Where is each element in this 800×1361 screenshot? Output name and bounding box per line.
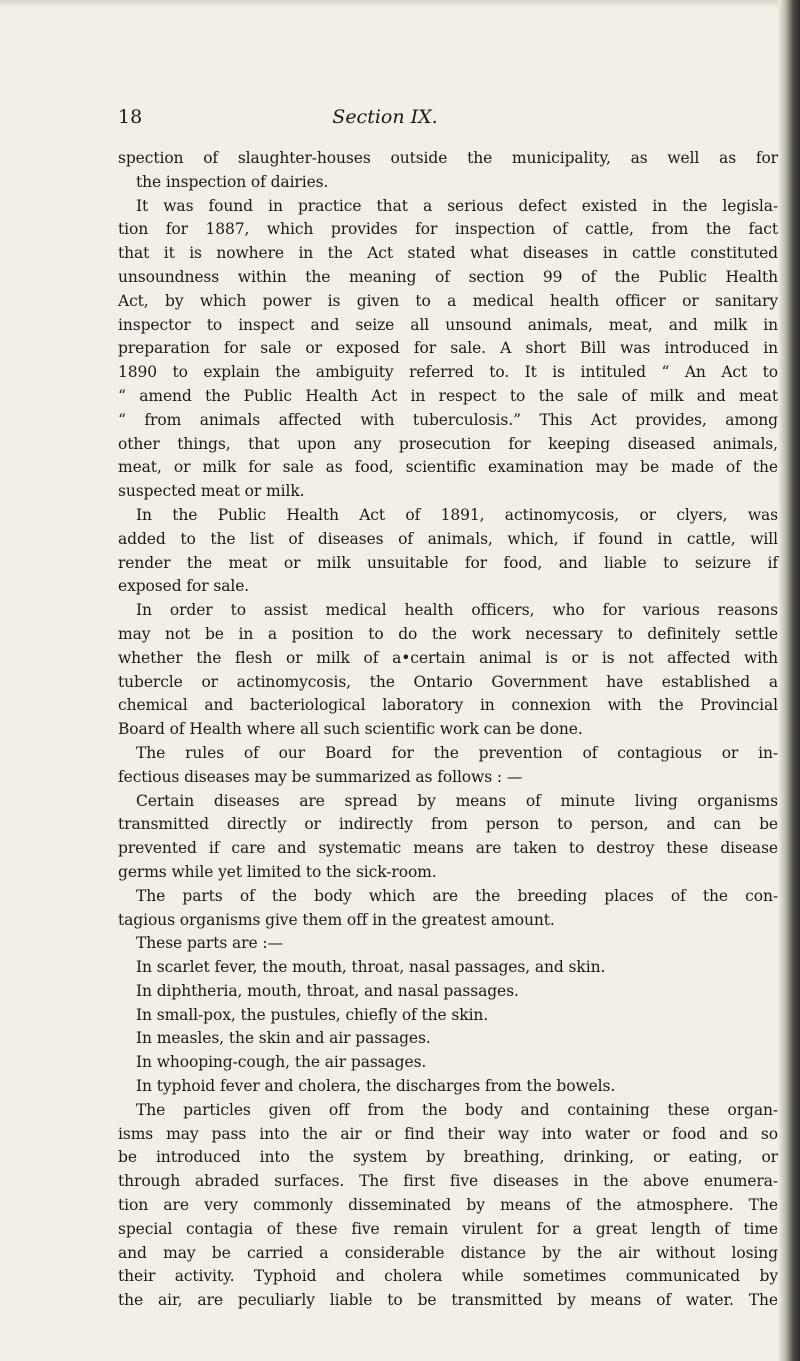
text-line: In diphtheria, mouth, throat, and nasal passages.	[136, 981, 519, 1000]
text-line: The particles given off from the body and containing these organ-	[136, 1100, 778, 1119]
page-header	[0, 106, 800, 136]
text-line: In whooping-cough, the air passages.	[136, 1053, 427, 1072]
text-line: prevented if care and systematic means are taken to destroy these disease	[118, 839, 778, 858]
text-line: tion are very commonly disseminated by means of the atmosphere. The	[118, 1196, 778, 1215]
text-line: transmitted directly or indirectly from person to person, and can be	[118, 815, 778, 834]
text-line: that it is nowhere in the Act stated what diseases in cattle constituted	[118, 244, 778, 263]
text-line: the inspection of dairies.	[136, 172, 329, 191]
text-line: through abraded surfaces. The first five diseases in the above enumera-	[118, 1172, 778, 1191]
text-line: and may be carried a considerable distance by the air without losing	[118, 1243, 778, 1262]
page-edge-top	[0, 0, 800, 8]
text-line: special contagia of these five remain virulent for a great length of time	[118, 1219, 778, 1238]
text-line: “ from animals affected with tuberculosis.” This Act provides, among	[118, 410, 778, 429]
text-line: the air, are peculiarly liable to be transmitted by means of water. The	[118, 1291, 778, 1310]
text-line: “ amend the Public Health Act in respect to the sale of milk and meat	[118, 386, 778, 405]
section-title: Section IX.	[332, 106, 438, 128]
text-line: fectious diseases may be summarized as follows : —	[118, 767, 523, 786]
text-line: In scarlet fever, the mouth, throat, nasal passages, and skin.	[136, 958, 606, 977]
text-line: may not be in a position to do the work necessary to definitely settle	[118, 624, 778, 643]
text-line: suspected meat or milk.	[118, 482, 305, 501]
text-line: inspector to inspect and seize all unsound animals, meat, and milk in	[118, 315, 778, 334]
text-line: Board of Health where all such scientific work can be done.	[118, 720, 583, 739]
text-line: These parts are :—	[136, 934, 283, 953]
text-line: It was found in practice that a serious defect existed in the legisla-	[136, 196, 778, 215]
text-line: unsoundness within the meaning of section 99 of the Public Health	[118, 267, 778, 286]
text-line: germs while yet limited to the sick-room.	[118, 862, 437, 881]
text-line: chemical and bacteriological laboratory in connexion with the Provincial	[118, 696, 778, 715]
text-line: exposed for sale.	[118, 577, 250, 596]
text-line: be introduced into the system by breathing, drinking, or eating, or	[118, 1148, 778, 1167]
text-line: In order to assist medical health officers, who for various reasons	[136, 601, 778, 620]
page-edge-shadow	[778, 0, 800, 1361]
text-line: Certain diseases are spread by means of minute living organisms	[136, 791, 778, 810]
text-line: 1890 to explain the ambiguity referred to. It is intituled “ An Act to	[118, 363, 778, 382]
text-line: added to the list of diseases of animals, which, if found in cattle, will	[118, 529, 778, 548]
text-line: their activity. Typhoid and cholera while sometimes communicated by	[118, 1267, 778, 1286]
text-line: The parts of the body which are the breeding places of the con-	[136, 886, 778, 905]
text-line: tagious organisms give them off in the greatest amount.	[118, 910, 555, 929]
text-line: Act, by which power is given to a medical health officer or sanitary	[118, 291, 778, 310]
text-line: In the Public Health Act of 1891, actinomycosis, or clyers, was	[136, 505, 778, 524]
text-line: render the meat or milk unsuitable for food, and liable to seizure if	[118, 553, 778, 572]
text-line: The rules of our Board for the prevention of contagious or in-	[136, 743, 778, 762]
text-line: preparation for sale or exposed for sale. A short Bill was introduced in	[118, 339, 778, 358]
text-line: tubercle or actinomycosis, the Ontario Government have established a	[118, 672, 778, 691]
text-line: isms may pass into the air or find their way into water or food and so	[118, 1124, 778, 1143]
text-line: spection of slaughter-houses outside the municipality, as well as for	[118, 149, 778, 167]
text-line: In typhoid fever and cholera, the discharges from the bowels.	[136, 1077, 616, 1096]
text-line: other things, that upon any prosecution for keeping diseased animals,	[118, 434, 778, 453]
text-line: whether the flesh or milk of a•certain animal is or is not affected with	[118, 648, 778, 667]
page-number: 18	[118, 106, 143, 128]
body-text	[118, 147, 778, 1313]
text-line: meat, or milk for sale as food, scientific examination may be made of the	[118, 458, 778, 477]
text-line: In small-pox, the pustules, chiefly of the skin.	[136, 1005, 489, 1024]
text-line: In measles, the skin and air passages.	[136, 1029, 431, 1048]
text-line: tion for 1887, which provides for inspection of cattle, from the fact	[118, 220, 778, 239]
